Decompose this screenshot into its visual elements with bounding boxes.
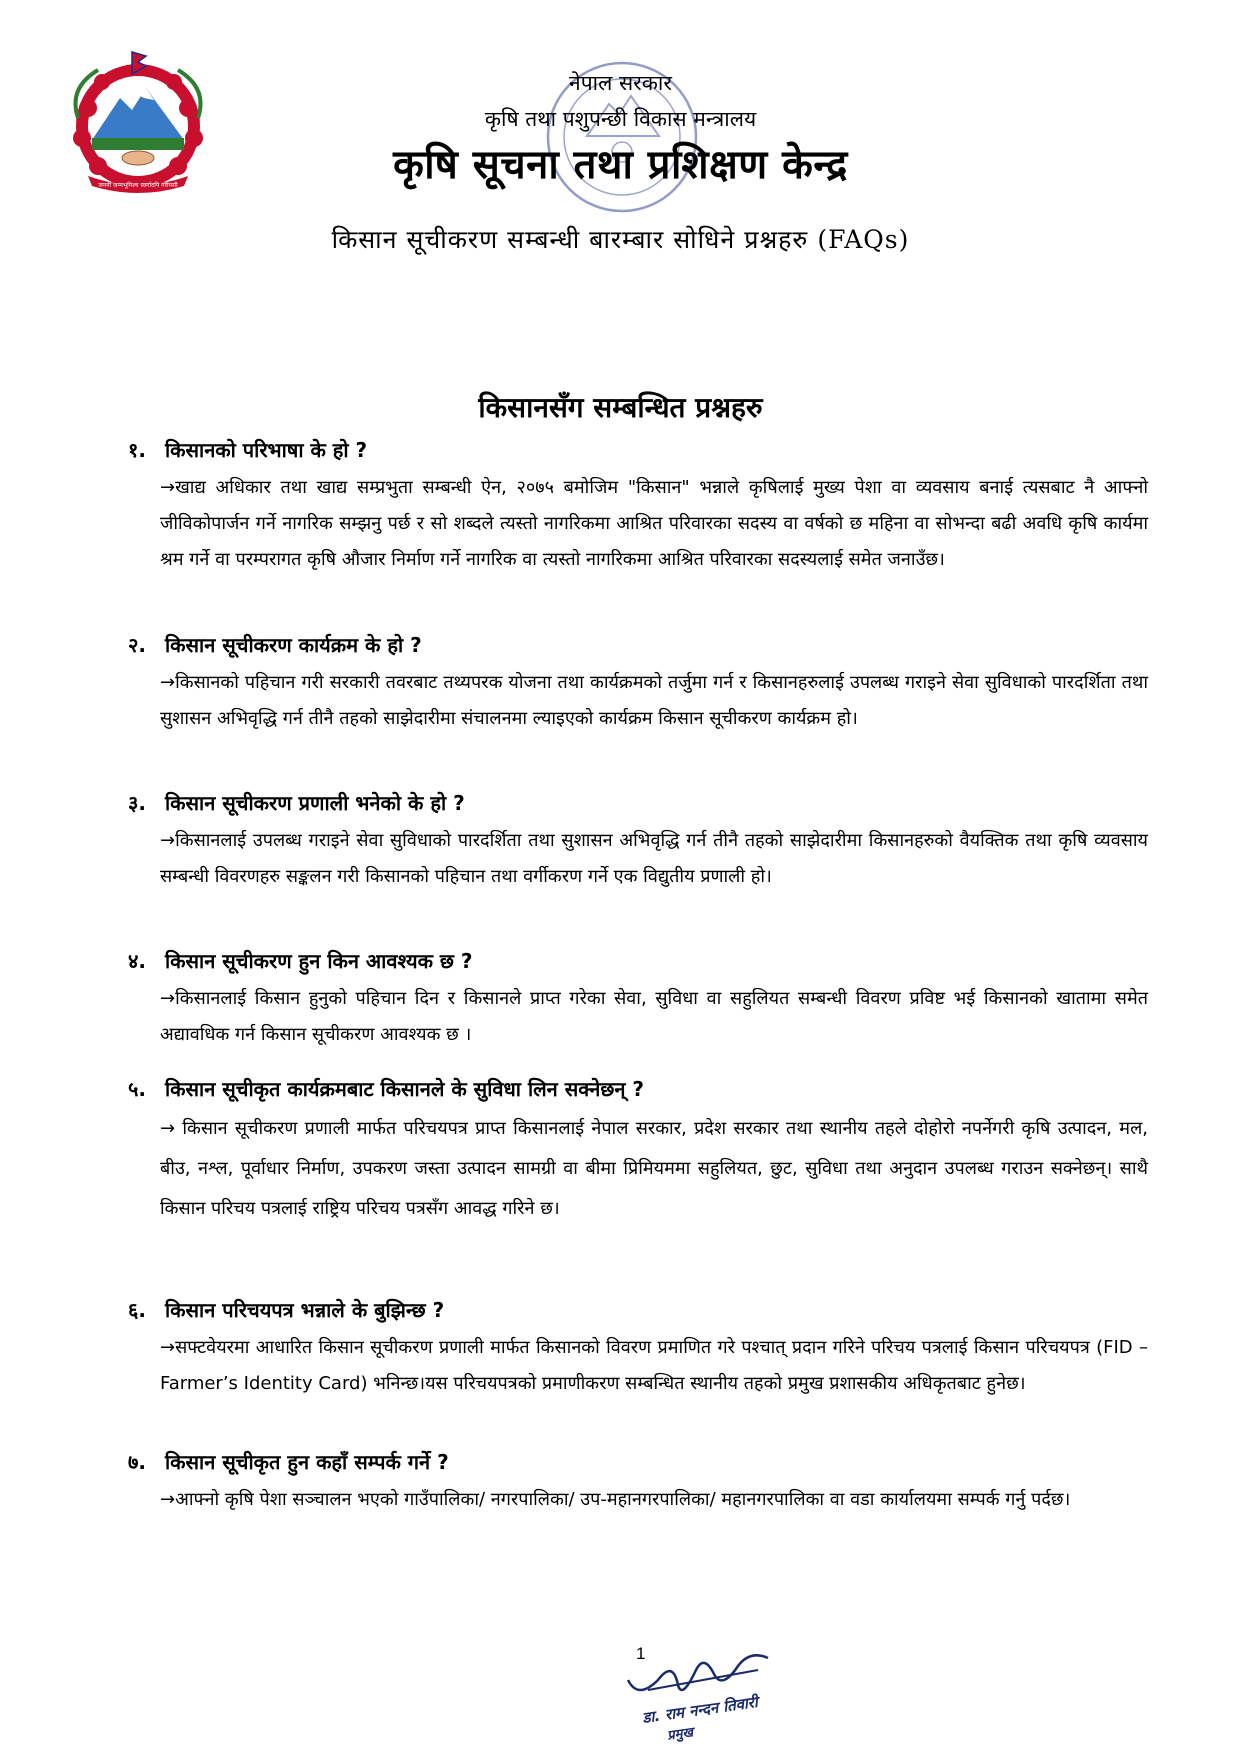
faq-question-text: किसान परिचयपत्र भन्नाले के बुझिन्छ ? <box>164 1298 445 1322</box>
government-name: नेपाल सरकार <box>569 71 672 95</box>
faq-question-text: किसान सूचीकृत हुन कहाँ सम्पर्क गर्ने ? <box>164 1450 449 1474</box>
faq-answer: →किसानलाई किसान हुनुको पहिचान दिन र किसानले प्राप्त गरेका सेवा, सुविधा वा सहुलियत सम्बन्धी विवरण प्रविष्ट भई किसानको खातामा समेत अद्यावधिक गर्न किसान सूचीकरण आवश्यक छ । <box>160 988 1148 1045</box>
center-name: कृषि सूचना तथा प्रशिक्षण केन्द्र <box>393 142 848 188</box>
faq-question <box>128 1444 1148 1480</box>
faq-answer: → किसान सूचीकरण प्रणाली मार्फत परिचयपत्र प्राप्त किसानलाई नेपाल सरकार, प्रदेश सरकार तथा स्थानीय तहले दोहोरो नपर्नेगरी कृषि उत्पादन, मल, बीउ, नश्ल, पूर्वाधार निर्माण, उपकरण जस्ता उत्पादन सामग्री वा बीमा प्रिमियममा सहुलियत, छुट, सुविधा तथा अनुदान उपलब्ध गराउन सक्नेछन्। साथै किसान परिचय पत्रलाई राष्ट्रिय परिचय पत्रसँग आवद्ध गरिने छ। <box>160 1118 1148 1219</box>
faq-answer: →किसानको पहिचान गरी सरकारी तवरबाट तथ्यपरक योजना तथा कार्यक्रमको तर्जुमा गर्न र किसानहरुलाई उपलब्ध गराइने सेवा सुविधाको पारदर्शिता तथा सुशासन अभिवृद्धि गर्न तीनै तहको साझेदारीमा संचालनमा ल्याइएको कार्यक्रम किसान सूचीकरण कार्यक्रम हो। <box>160 672 1148 729</box>
page-number: 1 <box>636 1644 646 1663</box>
faq-question <box>128 785 1148 821</box>
faq-question <box>128 943 1148 979</box>
faq-number: ४. <box>128 949 146 973</box>
faq-number: २. <box>128 633 146 657</box>
faq-question <box>128 627 1148 663</box>
faq-item-6 <box>128 1292 1148 1402</box>
signatory-title: प्रमुख <box>666 1725 695 1744</box>
faq-question-text: किसान सूचीकरण कार्यक्रम के हो ? <box>164 633 422 657</box>
faq-answer: →सफ्टवेयरमा आधारित किसान सूचीकरण प्रणाली मार्फत किसानको विवरण प्रमाणित गरे पश्चात् प्रदान गरिने परिचय पत्रलाई किसान परिचयपत्र (FID – Farmer’s Identity Card) भनिन्छ।यस परिचयपत्रको प्रमाणीकरण सम्बन्धित स्थानीय तहको प्रमुख प्रशासकीय अधिकृतबाट हुनेछ। <box>160 1337 1148 1394</box>
faq-question <box>128 1292 1148 1328</box>
faq-item-7 <box>128 1444 1148 1518</box>
document-title: किसान सूचीकरण सम्बन्धी बारम्बार सोधिने प्रश्नहरु (FAQs) <box>331 225 910 254</box>
faq-answer: →आफ्नो कृषि पेशा सञ्चालन भएको गाउँपालिका/ नगरपालिका/ उप-महानगरपालिका/ महानगरपालिका वा वडा कार्यालयमा सम्पर्क गर्नु पर्दछ। <box>160 1489 1071 1510</box>
emblem-motto: जननी जन्मभूमिश्च स्वर्गादपि गरीयसी <box>98 182 178 189</box>
faq-item-5 <box>128 1071 1148 1229</box>
faq-question-text: किसान सूचीकरण हुन किन आवश्यक छ ? <box>164 949 473 973</box>
signatory-name: डा. राम नन्दन तिवारी <box>641 1693 759 1727</box>
faq-answer: →खाद्य अधिकार तथा खाद्य सम्प्रभुता सम्बन्धी ऐन, २०७५ बमोजिम "किसान" भन्नाले कृषिलाई मुख्य पेशा वा व्यवसाय बनाई त्यसबाट नै आफ्नो जीविकोपार्जन गर्ने नागरिक सम्झनु पर्छ र सो शब्दले त्यस्तो नागरिकमा आश्रित परिवारका सदस्य वा वर्षको छ महिना वा सोभन्दा बढी अवधि कृषि कार्यमा श्रम गर्ने वा परम्परागत कृषि औजार निर्माण गर्ने नागरिक वा त्यस्तो नागरिकमा आश्रित परिवारका सदस्यलाई समेत जनाउँछ। <box>160 477 1148 570</box>
faq-question-text: किसान सूचीकरण प्रणाली भनेको के हो ? <box>164 791 465 815</box>
faq-question <box>128 1071 1148 1107</box>
faq-question-text: किसानको परिभाषा के हो ? <box>164 438 368 462</box>
faq-number: ३. <box>128 791 146 815</box>
section-title: किसानसँग सम्बन्धित प्रश्नहरु <box>478 391 763 424</box>
faq-number: ५. <box>128 1077 146 1101</box>
faq-question-text: किसान सूचीकृत कार्यक्रमबाट किसानले के सुविधा लिन सक्नेछन् ? <box>164 1077 645 1101</box>
faq-item-1 <box>128 432 1148 578</box>
faq-item-4 <box>128 943 1148 1053</box>
faq-item-3 <box>128 785 1148 895</box>
faq-question <box>128 432 1148 468</box>
faq-answer: →किसानलाई उपलब्ध गराइने सेवा सुविधाको पारदर्शिता तथा सुशासन अभिवृद्धि गर्न तीनै तहको साझेदारीमा किसानहरुको वैयक्तिक तथा कृषि व्यवसाय सम्बन्धी विवरणहरु सङ्कलन गरी किसानको पहिचान तथा वर्गीकरण गर्ने एक विद्युतीय प्रणाली हो। <box>160 830 1148 887</box>
faq-number: ६. <box>128 1298 146 1322</box>
faq-item-2 <box>128 627 1148 737</box>
ministry-name: कृषि तथा पशुपन्छी विकास मन्त्रालय <box>484 107 757 131</box>
faq-number: ७. <box>128 1450 146 1474</box>
faq-number: १. <box>128 438 146 462</box>
